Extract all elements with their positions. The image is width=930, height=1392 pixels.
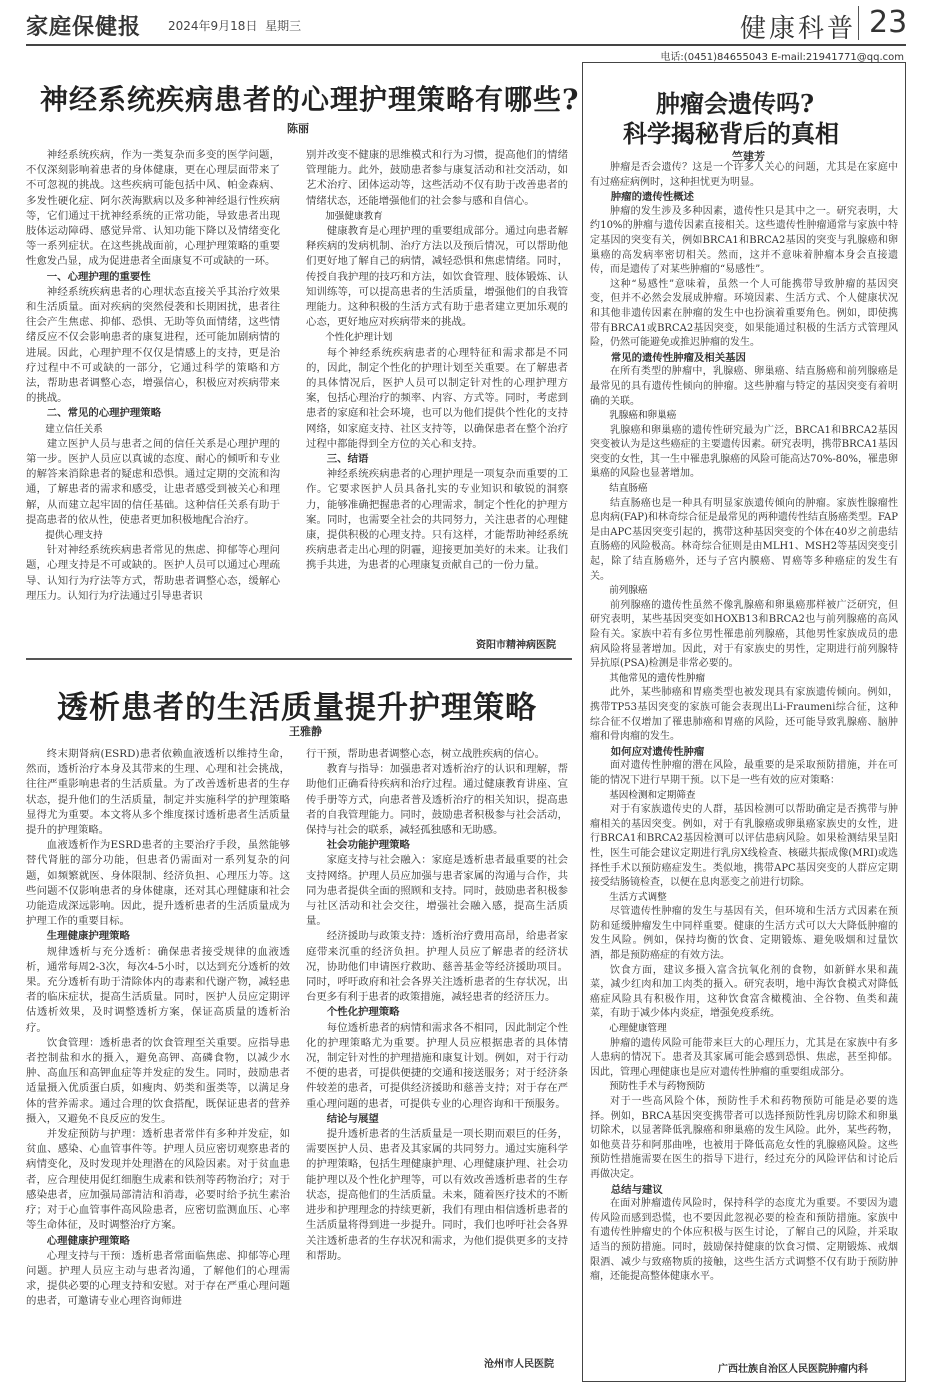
subsection-heading: 心理健康管理 xyxy=(609,1023,667,1035)
section-heading: 总结与建议 xyxy=(610,1183,663,1196)
section-heading: 如何应对遗传性肿瘤 xyxy=(610,745,705,758)
paragraph: 饮食方面，建议多摄入富含抗氧化剂的食物，如新鲜水果和蔬菜，减少红肉和加工肉类的摄入。研究表明，地中海饮食模式对降低癌症风险具有积极作用，这种饮食富含橄榄油、全谷物、鱼类和蔬菜，有助于减少体内炎症，增强免疫系统。 xyxy=(590,964,898,1020)
paragraph: 每位透析患者的病情和需求各不相同，因此制定个性化的护理策略尤为重要。护理人员应根据患者的具体情况，制定针对性的护理措施和康复计划。例如，对于行动不便的患者，可提供便捷的交通和接送服务；对于经济条件较差的患者，可提供经济援助和慈善支持；对于存在严重心理问题的患者，可提供专业的心理咨询和干预服务。 xyxy=(306,1021,568,1110)
contact-line: 电话:(0451)84655043 E-mail:21941771@qq.com xyxy=(660,52,904,63)
paragraph: 神经系统疾病患者的心理护理是一项复杂而重要的工作。它要求医护人员具备扎实的专业知识和敏锐的洞察力，能够准确把握患者的心理需求，制定个性化的护理方案。同时，也需要全社会的共同努力，关注患者的心理健康，提供积极的心理支持。只有这样，才能帮助神经系统疾病患者走出心理的阴霾，迎接更加美好的未来。让我们携手共进，为患者的心理康复贡献自己的一份力量。 xyxy=(306,468,568,572)
paragraph: 家庭支持与社会融入：家庭是透析患者最重要的社会支持网络。护理人员应加强与患者家属的沟通与合作，共同为患者提供全面的照顾和支持。同时，鼓励患者积极参与社区活动和社会交往，增强社会融入感，提高生活质量。 xyxy=(306,854,568,928)
section-heading: 结论与展望 xyxy=(326,1112,379,1125)
paragraph: 对于一些高风险个体，预防性手术和药物预防可能是必要的选择。例如，BRCA基因突变携带者可以选择预防性乳房切除术和卵巢切除术，以显著降低乳腺癌和卵巢癌的发生风险。此外，某些药物，如他莫昔芬和阿那曲唑，也被用于降低高危女性的乳腺癌风险。这些预防性措施需要在医生的指导下进行，经过充分的风险评估和讨论后再做决定。 xyxy=(590,1096,898,1180)
article3-title-line1: 肿瘤会遗传吗? xyxy=(656,89,815,118)
paragraph: 行干预，帮助患者调整心态，树立战胜疾病的信心。 xyxy=(306,748,545,760)
paragraph: 前列腺癌的遗传性虽然不像乳腺癌和卵巢癌那样被广泛研究，但研究表明，某些基因突变如HOXB13和BRCA2也与前列腺癌的高风险有关。家族中若有多位男性罹患前列腺癌，其他男性家族成员的患病风险将显著增加。因此，对于有家族史的男性，定期进行前列腺特异抗原(PSA)检测是非常必要的。 xyxy=(590,599,898,670)
paragraph: 面对遗传性肿瘤的潜在风险，最重要的是采取预防措施，并在可能的情况下进行早期干预。以下是一些有效的应对策略： xyxy=(590,760,898,786)
paragraph: 别并改变不健康的思维模式和行为习惯，提高他们的情绪管理能力。此外，鼓励患者参与康复活动和社交活动，如艺术治疗、团体运动等，这些活动不仅有助于改善患者的情绪状态，还能增强他们的社会参与感和自信心。 xyxy=(306,149,568,207)
paragraph: 神经系统疾病，作为一类复杂而多变的医学问题，不仅深刻影响着患者的身体健康，更在心理层面带来了不可忽视的挑战。这些疾病可能包括中风、帕金森病、多发性硬化症、阿尔茨海默病以及多种神经退行性疾病等，它们通过干扰神经系统的正常功能，导致患者出现肢体运动障碍、感觉异常、认知功能下降以及情绪变化等一系列症状。在这些挑战面前，心理护理策略的重要性愈发凸显，成为促进患者全面康复不可或缺的一环。 xyxy=(26,149,280,268)
issue-date xyxy=(168,17,301,34)
page-number: 23 xyxy=(858,6,907,40)
subsection-heading: 个性化护理计划 xyxy=(325,332,393,344)
divider xyxy=(26,658,572,660)
paragraph: 这种“易感性”意味着，虽然一个人可能携带导致肿瘤的基因突变，但并不必然会发展成肿瘤。环境因素、生活方式、个人健康状况和其他非遗传因素在肿瘤的发生中也扮演着重要角色。例如，即使携带有BRCA1或BRCA2基因突变，如果能通过积极的生活方式管理风险，仍然可能避免或推迟肿瘤的发生。 xyxy=(590,278,898,349)
section-heading: 心理健康护理策略 xyxy=(46,1234,130,1247)
subsection-heading: 预防性手术与药物预防 xyxy=(609,1081,706,1093)
article3-title-line2: 科学揭秘背后的真相 xyxy=(623,119,839,148)
article2-column1 xyxy=(26,747,290,1310)
paragraph: 每个神经系统疾病患者的心理特征和需求都是不同的，因此，制定个性化的护理计划至关重要。在了解患者的具体情况后，医护人员可以制定针对性的心理护理方案，包括心理治疗的频率、内容、方式等。同时，考虑到患者的家庭和社会环境，也可以为他们提供个性化的支持网络，如家庭支持、社区支持等，以确保患者在整个治疗过程中都能得到全方位的关心和支持。 xyxy=(306,346,568,450)
subsection-heading: 提供心理支持 xyxy=(45,530,103,542)
subsection-heading: 加强健康教育 xyxy=(325,210,383,222)
paragraph: 并发症预防与护理：透析患者常伴有多种并发症，如贫血、感染、心血管事件等。护理人员应密切观察患者的病情变化，及时发现并处理潜在的风险因素。对于贫血患者，应合理使用促红细胞生成素和铁剂等药物治疗；对于感染患者，应加强局部清洁和消毒，必要时给予抗生素治疗；对于心血管事件高风险患者，应密切监测血压、心率等生命体征，及时调整治疗方案。 xyxy=(26,1128,290,1232)
paragraph: 健康教育是心理护理的重要组成部分。通过向患者解释疾病的发病机制、治疗方法以及预后情况，可以帮助他们更好地了解自己的病情，减轻恐惧和焦虑情绪。同时，传授自我护理的技巧和方法，如饮食管理、肢体锻炼、认知训练等，可以提高患者的生活质量，增强他们的自我管理能力。这种积极的生活方式有助于患者建立更加乐观的心态，更好地应对疾病带来的挑战。 xyxy=(306,225,568,329)
paragraph: 神经系统疾病患者的心理状态直接关乎其治疗效果和生活质量。面对疾病的突然侵袭和长期困扰，患者往往会产生焦虑、抑郁、恐惧、无助等负面情绪，这些情绪反应不仅会影响患者的康复进程，还可能加剧病情的进展。因此，心理护理不仅仅是情感上的支持，更是治疗过程中不可或缺的一部分，它通过科学的策略和方法，帮助患者调整心态，增强信心，积极应对疾病带来的挑战。 xyxy=(26,285,280,405)
date: 2024年9月18日 xyxy=(168,19,258,33)
article3-author: 竺建芳 xyxy=(732,150,765,163)
paragraph: 血液透析作为ESRD患者的主要治疗手段，虽然能够替代肾脏的部分功能，但患者仍需面对一系列复杂的问题，如频繁就医、身体限制、经济负担、心理压力等。这些问题不仅影响患者的身体健康，还对其心理健康和社会功能造成深远影响。因此，提升透析患者的生活质量成为护理工作的重要目标。 xyxy=(26,839,290,928)
paragraph: 在所有类型的肿瘤中，乳腺癌、卵巢癌、结直肠癌和前列腺癌是最常见的具有遗传性倾向的肿瘤。这些肿瘤与特定的基因突变有着明确的关联。 xyxy=(590,366,898,407)
paragraph: 终末期肾病(ESRD)患者依赖血液透析以维持生命，然而，透析治疗本身及其带来的生理、心理和社会挑战，往往严重影响患者的生活质量。为了改善透析患者的生存状态，提升他们的生活质量，制定并实施科学的护理策略显得尤为重要。本文将从多个维度探讨透析患者生活质量提升的护理策略。 xyxy=(26,748,290,837)
paragraph: 饮食管理：透析患者的饮食管理至关重要。应指导患者控制盐和水的摄入，避免高钾、高磷食物，以减少水肿、高血压和高钾血症等并发症的发生。同时，鼓励患者适量摄入优质蛋白质，如瘦肉、奶类和蛋类等，以满足身体的营养需求。通过合理的饮食搭配，既保证患者的营养摄入，又避免不良反应的发生。 xyxy=(26,1036,290,1125)
article1-column1 xyxy=(26,148,280,604)
section-heading: 常见的遗传性肿瘤及相关基因 xyxy=(610,351,746,364)
subsection-heading: 前列腺癌 xyxy=(609,585,648,597)
article3-body xyxy=(590,161,898,1285)
section-heading: 个性化护理策略 xyxy=(326,1006,400,1019)
article1-author: 陈丽 xyxy=(287,122,309,135)
paragraph: 肿瘤是否会遗传？这是一个许多人关心的问题，尤其是在家庭中有过癌症病例时，这种担忧更为明显。 xyxy=(590,162,898,188)
section-heading: 三、结语 xyxy=(326,453,369,466)
article2-column2 xyxy=(306,747,568,1264)
paragraph: 教育与指导：加强患者对透析治疗的认识和理解，帮助他们正确看待疾病和治疗过程。通过健康教育讲座、宣传手册等方式，向患者普及透析治疗的相关知识，提高患者的自我管理能力。同时，鼓励患者积极参与社会活动，保持与社会的联系，减轻孤独感和无助感。 xyxy=(306,763,568,837)
subsection-heading: 基因检测和定期筛查 xyxy=(609,789,696,801)
paragraph: 肿瘤的发生涉及多种因素，遗传性只是其中之一。研究表明，大约10%的肿瘤与遗传因素直接相关。这些遗传性肿瘤通常与家族中特定基因的突变有关，例如BRCA1和BRCA2基因的突变与乳腺癌和卵巢癌的高发病率密切相关。然而，这并不意味着肿瘤本身会直接遗传，而是遗传了对某些肿瘤的“易感性”。 xyxy=(590,205,898,276)
section-heading: 肿瘤的遗传性概述 xyxy=(610,191,694,204)
paragraph: 提升透析患者的生活质量是一项长期而艰巨的任务，需要医护人员、患者及其家属的共同努力。通过实施科学的护理策略，包括生理健康护理、心理健康护理、社会功能护理以及个性化护理等，可以有效改善透析患者的生存状态，提高他们的生活质量。未来，随着医疗技术的不断进步和护理理念的持续更新，我们有理由相信透析患者的生活质量将得到进一步提升。同时，我们也呼吁社会各界关注透析患者的生存状况和需求，为他们提供更多的支持和帮助。 xyxy=(306,1128,568,1262)
paragraph: 规律透析与充分透析：确保患者接受规律的血液透析，通常每周2-3次，每次4-5小时，以达到充分透析的效果。充分透析有助于清除体内的毒素和代谢产物，减轻患者的临床症状，提高生活质量。同时，医护人员应定期评估透析效果，及时调整透析方案，保证高质量的透析治疗。 xyxy=(26,945,290,1034)
subsection-heading: 其他常见的遗传性肿瘤 xyxy=(609,672,706,684)
article1-title: 神经系统疾病患者的心理护理策略有哪些? xyxy=(40,83,580,116)
article2-author: 王雅静 xyxy=(289,725,322,738)
section-heading: 二、常见的心理护理策略 xyxy=(46,407,162,420)
paragraph: 建立医护人员与患者之间的信任关系是心理护理的第一步。医护人员应以真诚的态度、耐心的倾听和专业的解答来消除患者的疑虑和恐惧。通过定期的交流和沟通，了解患者的需求和感受，让患者感受到被关心和理解，从而建立起牢固的信任基础。这种信任关系有助于提高患者的依从性，使患者更加积极地配合治疗。 xyxy=(26,437,280,526)
article3-source: 广西壮族自治区人民医院肿瘤内科 xyxy=(718,1364,868,1375)
paragraph: 此外，某些肺癌和胃癌类型也被发现具有家族遗传倾向。例如，携带TP53基因突变的家族可能会表现出Li-Fraumeni综合征，这种综合征不仅增加了罹患肺癌和胃癌的风险，还可能导致乳腺癌、脑肿瘤和骨肉瘤的发生。 xyxy=(590,687,898,743)
column-name: 健康科普 xyxy=(740,14,857,44)
paragraph: 尽管遗传性肿瘤的发生与基因有关，但环境和生活方式因素在预防和延缓肿瘤发生中同样重要。健康的生活方式可以大大降低肿瘤的发生风险。例如，保持均衡的饮食、定期锻炼、避免吸烟和过量饮酒，都是预防癌症的有效方法。 xyxy=(590,906,898,962)
masthead-rule xyxy=(26,44,906,46)
paragraph: 乳腺癌和卵巢癌的遗传性研究最为广泛，BRCA1和BRCA2基因突变被认为是这些癌症的主要遗传因素。研究表明，携带BRCA1基因突变的女性，其一生中罹患乳腺癌的风险可能高达70%-80%，罹患卵巢癌的风险也显著增加。 xyxy=(590,424,898,480)
section-heading: 一、心理护理的重要性 xyxy=(46,270,151,283)
paragraph: 针对神经系统疾病患者常见的焦虑、抑郁等心理问题，心理支持是不可或缺的。医护人员可以通过心理疏导、认知行为疗法等方式，帮助患者调整心态，缓解心理压力。认知行为疗法通过引导患者识 xyxy=(26,544,280,602)
subsection-heading: 建立信任关系 xyxy=(45,423,103,435)
weekday: 星期三 xyxy=(265,19,302,33)
paragraph: 对于有家族遗传史的人群，基因检测可以帮助确定是否携带与肿瘤相关的基因突变。例如，对于有乳腺癌或卵巢癌家族史的女性，进行BRCA1和BRCA2基因检测可以评估患病风险。如果检测结果呈阳性，医生可能会建议定期进行乳房X线检查、核磁共振成像(MRI)或选择性手术以预防癌症发生。类似地，携带APC基因突变的人群应定期接受结肠镜检查，以便在息肉恶变之前进行切除。 xyxy=(590,804,898,889)
masthead xyxy=(0,0,930,46)
paragraph: 肿瘤的遗传风险可能带来巨大的心理压力，尤其是在家族中有多人患病的情况下。患者及其家属可能会感到恐惧、焦虑，甚至抑郁。因此，管理心理健康也是应对遗传性肿瘤的重要组成部分。 xyxy=(590,1037,898,1078)
article1-source: 资阳市精神病医院 xyxy=(476,640,556,651)
paragraph: 在面对肿瘤遗传风险时，保持科学的态度尤为重要。不要因为遗传风险而感到恐慌，也不要因此忽视必要的检查和预防措施。家族中有遗传性肿瘤史的个体应积极与医生讨论，了解自己的风险，并采取适当的预防措施。同时，鼓励保持健康的饮食习惯、定期锻炼、戒烟限酒、减少与致癌物质的接触，这些生活方式调整不仅有助于预防肿瘤，还能提高整体健康水平。 xyxy=(590,1198,898,1283)
paragraph: 经济援助与政策支持：透析治疗费用高昂，给患者家庭带来沉重的经济负担。护理人员应了解患者的经济状况，协助他们申请医疗救助、慈善基金等经济援助项目。同时，呼吁政府和社会各界关注透析患者的生存状况，出台更多有利于患者的政策措施，减轻患者的经济压力。 xyxy=(306,930,568,1004)
section-name: 家庭保健报 xyxy=(26,14,142,40)
subsection-heading: 生活方式调整 xyxy=(609,891,667,903)
article2-source: 沧州市人民医院 xyxy=(484,1359,554,1370)
subsection-heading: 结直肠癌 xyxy=(609,483,648,495)
article2-title: 透析患者的生活质量提升护理策略 xyxy=(57,690,537,726)
paragraph: 心理支持与干预：透析患者常面临焦虑、抑郁等心理问题。护理人员应主动与患者沟通，了解他们的心理需求，提供必要的心理支持和安慰。对于存在严重心理问题的患者，可邀请专业心理咨询师进 xyxy=(26,1249,290,1308)
paragraph: 结直肠癌也是一种具有明显家族遗传倾向的肿瘤。家族性腺瘤性息肉病(FAP)和林奇综合征是最常见的两种遗传性结直肠癌类型。FAP是由APC基因突变引起的，携带这种基因突变的个体在40岁之前患结直肠癌的风险极高。林奇综合征则是由MLH1、MSH2等基因突变引起，除了结直肠癌外，还与子宫内膜癌、胃癌等多种癌症的发生有关。 xyxy=(590,497,898,582)
article1-column2 xyxy=(306,148,568,574)
section-heading: 社会功能护理策略 xyxy=(326,839,410,852)
subsection-heading: 乳腺癌和卵巢癌 xyxy=(609,410,677,422)
section-heading: 生理健康护理策略 xyxy=(46,930,130,943)
